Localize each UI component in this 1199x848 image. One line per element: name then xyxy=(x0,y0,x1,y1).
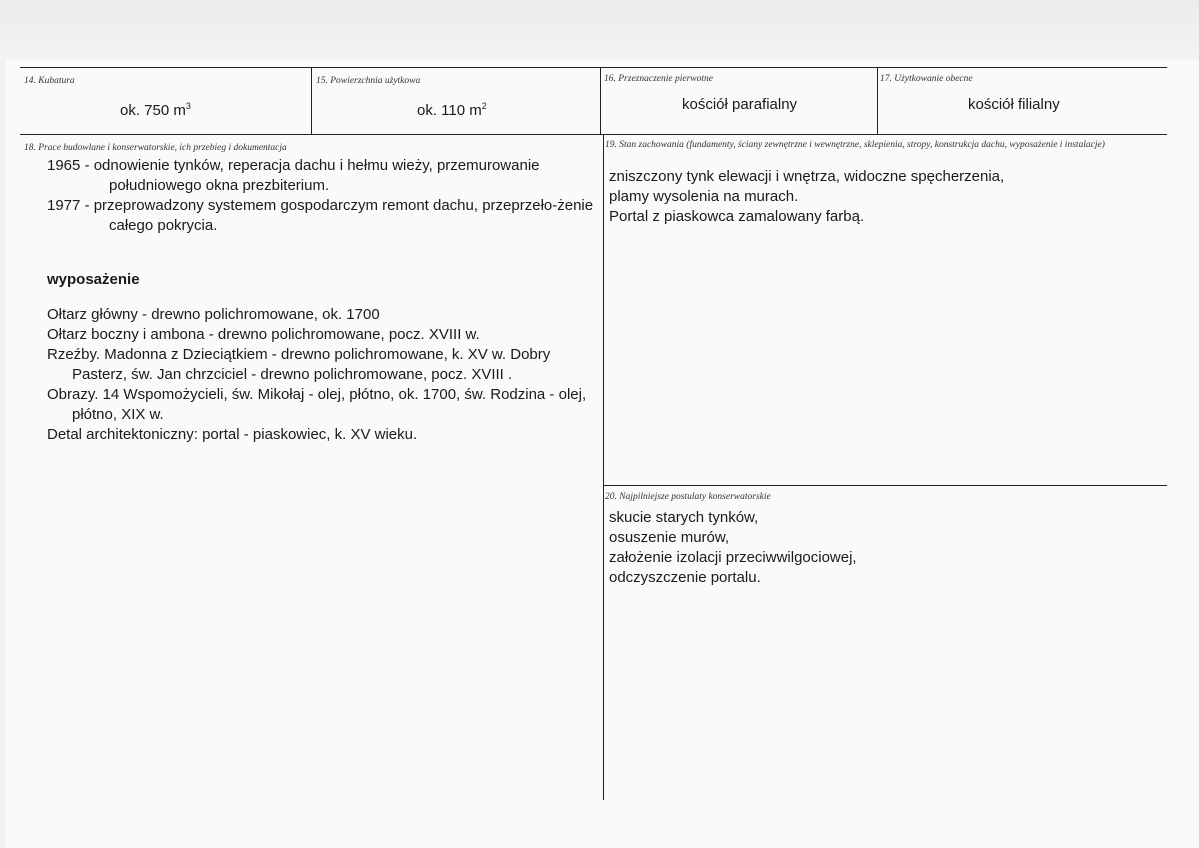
top-rule xyxy=(20,67,1167,68)
stan-line: Portal z piaskowca zamalowany farbą. xyxy=(609,208,865,225)
kubatura-value: ok. 750 $m^3$ xyxy=(120,101,191,119)
powierzchnia-unit-exponent: 2 xyxy=(481,101,487,111)
uzytkowanie-value: kościół filialny xyxy=(968,96,1060,113)
postulaty-caption: 20. Najpilniejsze postulaty konserwatorskie xyxy=(605,492,771,502)
przeznaczenie-value: kościół parafialny xyxy=(682,96,798,113)
postulaty-rule xyxy=(603,485,1167,486)
powierzchnia-caption: 15. Powierzchnia użytkowa xyxy=(316,76,421,86)
postulaty-line: odczyszczenie portalu. xyxy=(609,569,761,586)
uzytkowanie-caption: 17. Użytkowanie obecne xyxy=(880,74,973,84)
prace-entries xyxy=(47,156,595,236)
stan-line: zniszczony tynk elewacji i wnętrza, widoczne spęcherzenia, xyxy=(609,168,1005,185)
wyposazenie-item: Ołtarz boczny i ambona - drewno polichromowane, pocz. XVIII w. xyxy=(47,326,480,343)
postulaty-line: skucie starych tynków, xyxy=(609,509,759,526)
wyposazenie-heading: wyposażenie xyxy=(47,271,140,288)
stan-text xyxy=(609,167,1159,227)
mid-rule xyxy=(20,134,1167,135)
divider-left-right xyxy=(603,134,604,800)
wyposazenie-item: Obrazy. 14 Wspomożycieli, św. Mikołaj - olej, płótno, ok. 1700, św. Rodzina - olej, płótno, XIX w. xyxy=(47,386,587,423)
scan-top-edge xyxy=(0,0,1199,60)
divider-16-17 xyxy=(877,67,878,134)
prace-entry-1977: 1977 - przeprowadzony systemem gospodarczym remont dachu, przeprzeło-żenie całego pokrycia. xyxy=(47,197,594,234)
kubatura-unit-exponent: 3 xyxy=(185,101,191,111)
stan-line: plamy wysolenia na murach. xyxy=(609,188,799,205)
kubatura-caption: 14. Kubatura xyxy=(24,76,75,86)
wyposazenie-item: Detal architektoniczny: portal - piaskowiec, k. XV wieku. xyxy=(47,426,418,443)
divider-14-15 xyxy=(311,67,312,134)
wyposazenie-item: Ołtarz główny - drewno polichromowane, ok. 1700 xyxy=(47,306,380,323)
powierzchnia-value: ok. 110 $m^2$ xyxy=(417,101,487,119)
postulaty-text xyxy=(609,508,1159,588)
postulaty-line: założenie izolacji przeciwwilgociowej, xyxy=(609,549,857,566)
prace-caption: 18. Prace budowlane i konserwatorskie, ich przebieg i dokumentacja xyxy=(24,143,287,153)
stan-caption: 19. Stan zachowania (fundamenty, ściany zewnętrzne i wewnętrzne, sklepienia, stropy, konstrukcja dachu, wyposażenie i instalacje) xyxy=(605,140,1105,150)
divider-15-16 xyxy=(600,67,601,134)
postulaty-line: osuszenie murów, xyxy=(609,529,730,546)
wyposazenie-item: Rzeźby. Madonna z Dzieciątkiem - drewno polichromowane, k. XV w. Dobry Pasterz, św. Jan chrzciciel - drewno polichromowane, pocz. XVIII . xyxy=(47,346,551,383)
przeznaczenie-caption: 16. Przeznaczenie pierwotne xyxy=(604,74,713,84)
prace-entry-1965: 1965 - odnowienie tynków, reperacja dachu i hełmu wieży, przemurowanie południowego okna prezbiterium. xyxy=(47,157,540,194)
wyposazenie-list xyxy=(47,305,595,445)
